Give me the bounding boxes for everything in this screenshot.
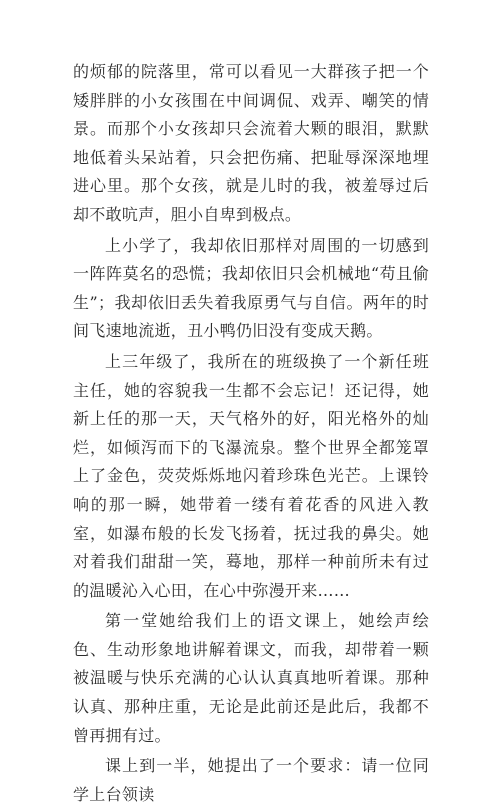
paragraph-1: 的烦郁的院落里，常可以看见一大群孩子把一个矮胖胖的小女孩围在中间调侃、戏弄、嘲笑的情景。而那个小女孩却只会流着大颗的眼泪，默默地低着头呆站着，只会把伤痛、把耻辱深深地埋进心里。那个女孩，就是儿时的我，被羞辱过后却不敢吭声，胆小自卑到极点。 (73, 62, 429, 224)
paragraph-4: 第一堂她给我们上的语文课上，她绘声绘色、生动形象地讲解着课文，而我，却带着一颗被温暖与快乐充满的心认认真真地听着课。那种认真、那种庄重，无论是此前还是此后，我都不曾再拥有过。 (73, 611, 429, 745)
document-body (73, 58, 429, 809)
paragraph-5: 课上到一半，她提出了一个要求：请一位同学上台领读 (73, 756, 429, 804)
paragraph-3: 上三年级了，我所在的班级换了一个新任班主任，她的容貌我一生都不会忘记！还记得，她新上任的那一天，天气格外的好，阳光格外的灿烂，如倾泻而下的飞瀑流泉。整个世界全都笼罩上了金色，荧荧烁烁地闪着珍珠色光芒。上课铃响的那一瞬，她带着一缕有着花香的风进入教室，如瀑布般的长发飞扬着，抚过我的鼻尖。她对着我们甜甜一笑，蓦地，那样一种前所未有过的温暖沁入心田，在心中弥漫开来…… (73, 351, 429, 600)
paragraph-2: 上小学了，我却依旧那样对周围的一切感到一阵阵莫名的恐慌；我却依旧只会机械地“苟且偷生”；我却依旧丢失着我原勇气与自信。两年的时间飞速地流逝，丑小鸭仍旧没有变成天鹅。 (73, 235, 429, 341)
